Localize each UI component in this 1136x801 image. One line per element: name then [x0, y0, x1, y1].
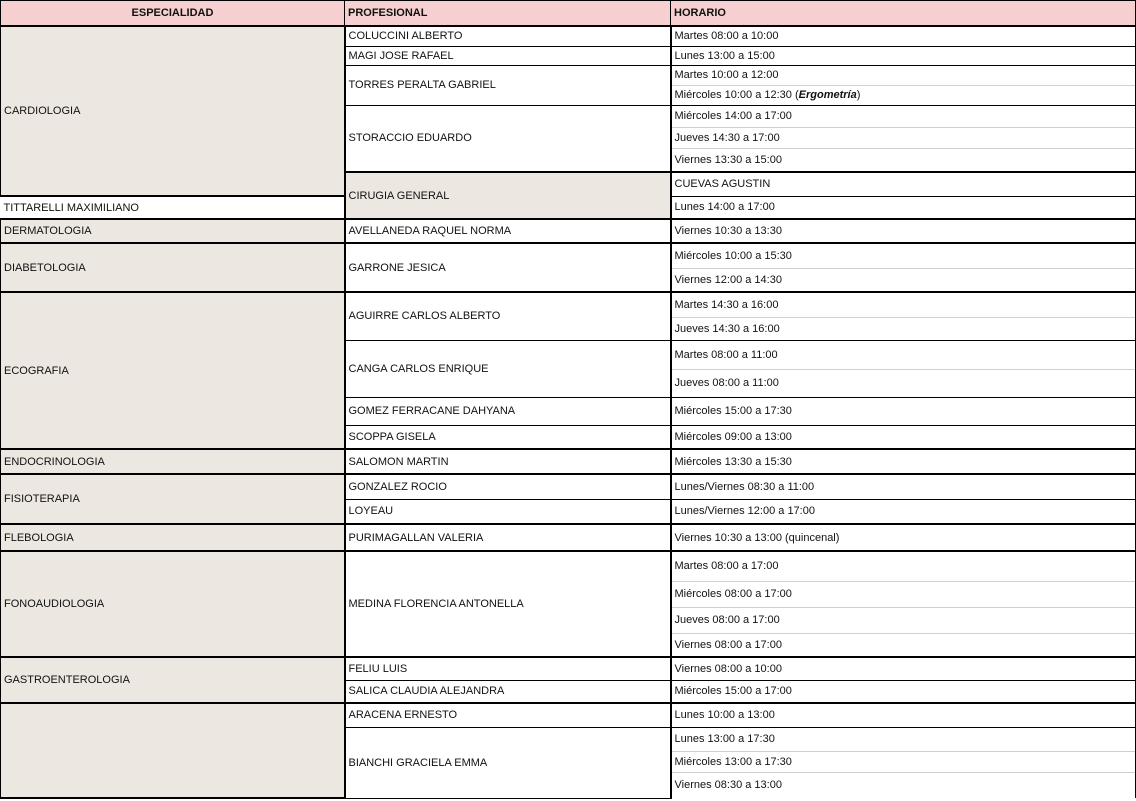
professional-name: SALICA CLAUDIA ALEJANDRA	[345, 680, 671, 703]
schedule-cell: Lunes 14:00 a 17:00	[671, 196, 1136, 219]
schedule-cell: Viernes 08:30 a 13:00	[671, 772, 1136, 798]
table-row	[1, 703, 1136, 727]
schedule-cell: Miércoles 14:00 a 17:00	[671, 105, 1136, 127]
schedule-cell: Lunes 13:00 a 17:30	[671, 727, 1136, 751]
schedule-cell: Miércoles 15:00 a 17:00	[671, 680, 1136, 703]
schedule-cell: Viernes 10:30 a 13:00 (quincenal)	[671, 524, 1136, 551]
professional-name: ARACENA ERNESTO	[345, 703, 671, 727]
schedule-cell: Miércoles 13:30 a 15:30	[671, 449, 1136, 474]
schedule-cell: Lunes/Viernes 12:00 a 17:00	[671, 499, 1136, 524]
professional-name: FELIU LUIS	[345, 657, 671, 680]
schedule-cell: Miércoles 10:00 a 15:30	[671, 243, 1136, 268]
header-profesional: PROFESIONAL	[345, 1, 671, 27]
specialty-cirugia-general: CIRUGIA GENERAL	[345, 172, 671, 219]
professional-name: MEDINA FLORENCIA ANTONELLA	[345, 551, 671, 657]
specialty-gastroenterologia: GASTROENTEROLOGIA	[1, 657, 345, 703]
schedule-cell: Viernes 13:30 a 15:00	[671, 148, 1136, 172]
professional-name: LOYEAU	[345, 499, 671, 524]
table-row	[1, 551, 1136, 581]
table-row	[1, 26, 1136, 46]
table-row	[1, 243, 1136, 268]
professional-name: MAGI JOSE RAFAEL	[345, 46, 671, 65]
schedule-cell: Jueves 08:00 a 17:00	[671, 607, 1136, 633]
specialty-flebologia: FLEBOLOGIA	[1, 524, 345, 551]
table-row	[1, 524, 1136, 551]
header-horario: HORARIO	[671, 1, 1136, 27]
professional-name: SALOMON MARTIN	[345, 449, 671, 474]
professional-name: GOMEZ FERRACANE DAHYANA	[345, 397, 671, 425]
professional-name: CUEVAS AGUSTIN	[671, 172, 1136, 196]
schedule-cell: Miércoles 08:00 a 17:00	[671, 581, 1136, 607]
header-row	[1, 1, 1136, 27]
schedule-text: Miércoles 10:00 a 12:30 (	[674, 89, 799, 101]
header-especialidad: ESPECIALIDAD	[1, 1, 345, 27]
specialty-diabetologia: DIABETOLOGIA	[1, 243, 345, 292]
schedule-cell: Viernes 08:00 a 17:00	[671, 633, 1136, 657]
schedule-cell: Viernes 10:30 a 13:30	[671, 219, 1136, 243]
professional-name: CANGA CARLOS ENRIQUE	[345, 340, 671, 397]
schedule-cell: Martes 08:00 a 10:00	[671, 26, 1136, 46]
schedule-cell: Viernes 12:00 a 14:30	[671, 268, 1136, 292]
ergometria-note: Ergometría	[798, 89, 857, 101]
professional-name: SCOPPA GISELA	[345, 425, 671, 449]
table-row	[1, 657, 1136, 680]
table-row	[1, 292, 1136, 317]
professional-name: TITTARELLI MAXIMILIANO	[1, 196, 345, 219]
schedule-cell: Jueves 14:30 a 17:00	[671, 127, 1136, 148]
schedule-cell: Jueves 14:30 a 16:00	[671, 317, 1136, 340]
schedule-cell	[671, 85, 1136, 105]
specialty-ecografia: ECOGRAFIA	[1, 292, 345, 449]
professional-name: AVELLANEDA RAQUEL NORMA	[345, 219, 671, 243]
table-row	[1, 474, 1136, 499]
specialty-cardiologia: CARDIOLOGIA	[1, 26, 345, 196]
schedule-cell: Martes 14:30 a 16:00	[671, 292, 1136, 317]
schedule-cell: Viernes 08:00 a 10:00	[671, 657, 1136, 680]
schedule-cell: Martes 08:00 a 17:00	[671, 551, 1136, 581]
schedule-cell: Lunes 10:00 a 13:00	[671, 703, 1136, 727]
professional-name: TORRES PERALTA GABRIEL	[345, 65, 671, 105]
schedule-cell: Martes 08:00 a 11:00	[671, 340, 1136, 369]
specialty-fonoaudiologia: FONOAUDIOLOGIA	[1, 551, 345, 657]
professional-name: PURIMAGALLAN VALERIA	[345, 524, 671, 551]
schedule-text: )	[856, 89, 861, 101]
table-row	[1, 219, 1136, 243]
schedule-cell: Jueves 08:00 a 11:00	[671, 369, 1136, 397]
specialty-dermatologia: DERMATOLOGIA	[1, 219, 345, 243]
professional-name: GARRONE JESICA	[345, 243, 671, 292]
professional-name: AGUIRRE CARLOS ALBERTO	[345, 292, 671, 340]
schedule-cell: Miércoles 13:00 a 17:30	[671, 751, 1136, 772]
professional-name: BIANCHI GRACIELA EMMA	[345, 727, 671, 798]
specialty-cell	[1, 703, 345, 798]
table-row	[1, 449, 1136, 474]
schedule-cell: Miércoles 09:00 a 13:00	[671, 425, 1136, 449]
schedule-cell: Lunes 13:00 a 15:00	[671, 46, 1136, 65]
specialty-fisioterapia: FISIOTERAPIA	[1, 474, 345, 524]
professional-name: STORACCIO EDUARDO	[345, 105, 671, 172]
schedule-cell: Martes 10:00 a 12:00	[671, 65, 1136, 85]
professional-name: COLUCCINI ALBERTO	[345, 26, 671, 46]
specialty-endocrinologia: ENDOCRINOLOGIA	[1, 449, 345, 474]
professional-name: GONZALEZ ROCIO	[345, 474, 671, 499]
schedule-cell: Miércoles 15:00 a 17:30	[671, 397, 1136, 425]
schedule-cell: Lunes/Viernes 08:30 a 11:00	[671, 474, 1136, 499]
